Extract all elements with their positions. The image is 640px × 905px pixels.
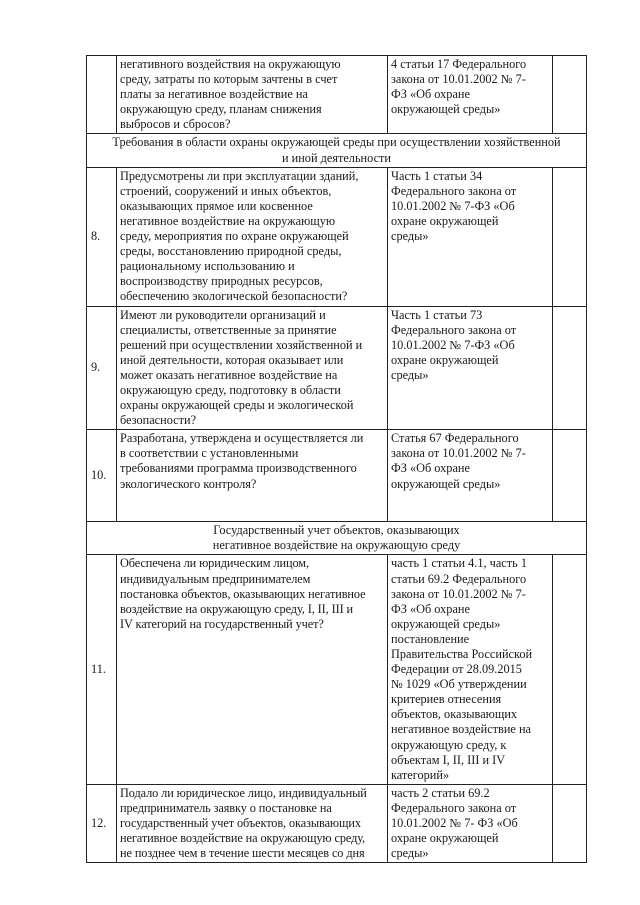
question-cell: Предусмотрены ли при эксплуатации зданий, строений, сооружений и иных объектов, оказывающих прямое или косвенное негативное воздействие на окружающую среду, мероприятия по охране окружающей среды, восстановлению природной среды, рациональному использованию и воспроизводству природных ресурсов, обеспечению экологической безопасности? (117, 167, 388, 306)
table-row (87, 167, 587, 306)
table-row (87, 430, 587, 522)
row-number: 9. (87, 306, 117, 430)
question-cell: Подало ли юридическое лицо, индивидуальный предприниматель заявку о постановке на государственный учет объектов, оказывающих негативное воздействие на окружающую среду, не позднее чем в течение шести месяцев со дня (117, 784, 388, 862)
answer-cell[interactable] (553, 784, 587, 862)
section-title: Требования в области охраны окружающей среды при осуществлении хозяйственной и иной деятельности (87, 134, 587, 167)
answer-cell[interactable] (553, 56, 587, 134)
question-cell: Разработана, утверждена и осуществляется ли в соответствии с установленными требованиями программа производственного экологического контроля? (117, 430, 388, 522)
row-number: 10. (87, 430, 117, 522)
question-cell: негативного воздействия на окружающую среду, затраты по которым зачтены в счет платы за негативное воздействие на окружающую среду, планам снижения выбросов и сбросов? (117, 56, 388, 134)
row-number (87, 56, 117, 134)
question-cell: Обеспечена ли юридическим лицом, индивидуальным предпринимателем постановка объектов, оказывающих негативное воздействие на окружающую среду, I, II, III и IV категорий на государственный учет? (117, 555, 388, 784)
answer-cell[interactable] (553, 430, 587, 522)
section-title: Государственный учет объектов, оказывающих негативное воздействие на окружающую среду (87, 522, 587, 555)
reference-cell: 4 статьи 17 Федерального закона от 10.01.2002 № 7- ФЗ «Об охране окружающей среды» (388, 56, 553, 134)
answer-cell[interactable] (553, 555, 587, 784)
row-number: 12. (87, 784, 117, 862)
reference-cell: часть 1 статьи 4.1, часть 1 статьи 69.2 Федерального закона от 10.01.2002 № 7- ФЗ «Об охране окружающей среды» постановление Правительства Российской Федерации от 28.09.2015 № 1029 «Об утверждении критериев отнесения объектов, оказывающих негативное воздействие на окружающую среду, к объектам I, II, III и IV категорий» (388, 555, 553, 784)
question-cell: Имеют ли руководители организаций и специалисты, ответственные за принятие решений при осуществлении хозяйственной и иной деятельности, которая оказывает или может оказать негативное воздействие на окружающую среду, подготовку в области охраны окружающей среды и экологической безопасности? (117, 306, 388, 430)
answer-cell[interactable] (553, 306, 587, 430)
reference-cell: часть 2 статьи 69.2 Федерального закона от 10.01.2002 № 7- ФЗ «Об охране окружающей среды» (388, 784, 553, 862)
reference-cell: Часть 1 статьи 34 Федерального закона от 10.01.2002 № 7-ФЗ «Об охране окружающей среды» (388, 167, 553, 306)
section-header-row (87, 522, 587, 555)
table-row (87, 306, 587, 430)
row-number: 8. (87, 167, 117, 306)
checklist-table (86, 55, 587, 863)
answer-cell[interactable] (553, 167, 587, 306)
table-row (87, 784, 587, 862)
reference-cell: Часть 1 статьи 73 Федерального закона от 10.01.2002 № 7-ФЗ «Об охране окружающей среды» (388, 306, 553, 430)
table-row (87, 555, 587, 784)
section-header-row (87, 134, 587, 167)
table-row (87, 56, 587, 134)
reference-cell: Статья 67 Федерального закона от 10.01.2002 № 7- ФЗ «Об охране окружающей среды» (388, 430, 553, 522)
row-number: 11. (87, 555, 117, 784)
